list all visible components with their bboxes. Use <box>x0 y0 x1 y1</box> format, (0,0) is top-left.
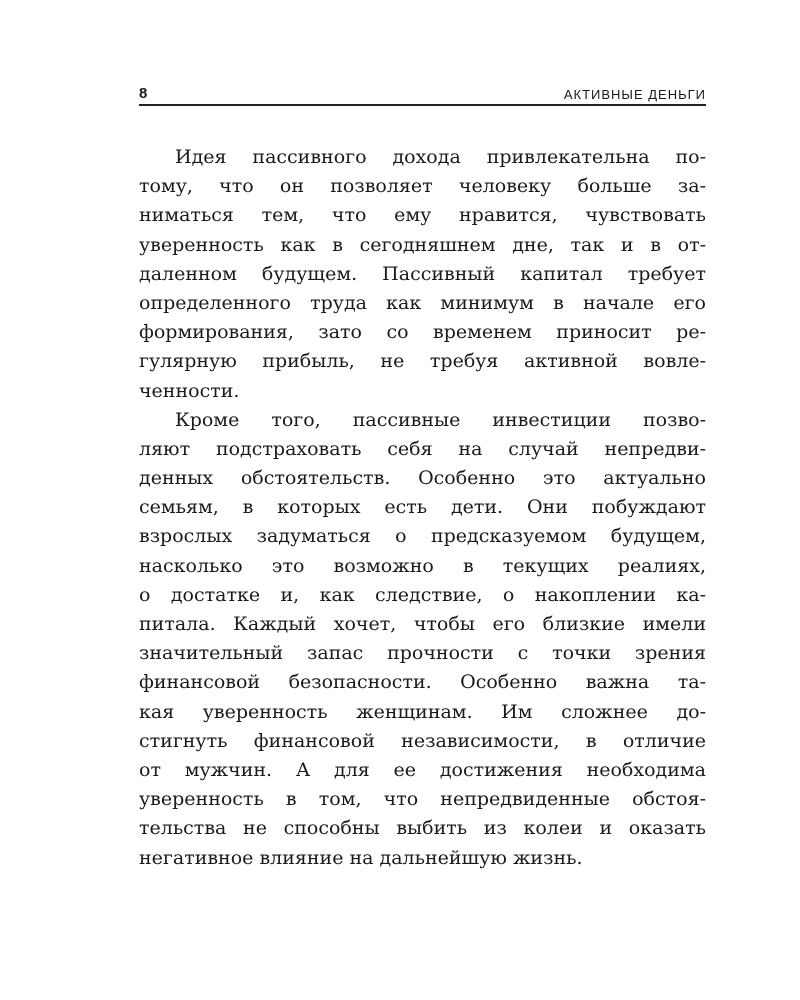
text-line: формирования, зато со временем приносит ре- <box>139 321 706 344</box>
text-line: питала. Каждый хочет, чтобы его близкие имели <box>139 613 706 635</box>
text-line: стигнуть финансовой независимости, в отличие <box>139 729 706 752</box>
text-line: насколько это возможно в текущих реалиях, <box>139 554 706 577</box>
text-line: значительный запас прочности с точки зрения <box>139 642 706 665</box>
text-line: о достатке и, как следствие, о накоплении ка- <box>139 583 706 606</box>
text-line: негативное влияние на дальнейшую жизнь. <box>139 846 583 869</box>
text-line: Идея пассивного дохода привлекательна по- <box>175 146 706 168</box>
text-line: уверенность в том, что непредвиденные обстоя- <box>139 788 706 811</box>
text-line: ниматься тем, что ему нравится, чувствовать <box>139 204 706 227</box>
text-line: семьям, в которых есть дети. Они побуждают <box>139 496 706 519</box>
text-line: тому, что он позволяет человеку больше за- <box>139 175 706 198</box>
text-line: тельства не способны выбить из колеи и оказать <box>139 817 706 840</box>
text-line: определенного труда как минимум в начале его <box>139 291 706 314</box>
text-line: денных обстоятельств. Особенно это актуально <box>139 467 706 490</box>
running-header <box>139 84 706 106</box>
body-text <box>139 143 706 873</box>
book-title: АКТИВНЫЕ ДЕНЬГИ <box>563 87 706 102</box>
text-line: кая уверенность женщинам. Им сложнее до- <box>139 700 706 723</box>
text-line: от мужчин. А для ее достижения необходима <box>139 758 706 781</box>
text-line: ченности. <box>139 379 240 402</box>
text-line: финансовой безопасности. Особенно важна та- <box>139 671 706 694</box>
text-line: уверенность как в сегодняшнем дне, так и в от- <box>139 233 706 256</box>
text-line: Кроме того, пассивные инвестиции позво- <box>175 408 706 431</box>
text-line: гулярную прибыль, не требуя активной вовле- <box>139 350 706 373</box>
text-line: даленном будущем. Пассивный капитал требует <box>139 262 706 285</box>
paragraph-1 <box>139 143 706 406</box>
page-number: 8 <box>139 85 148 102</box>
text-line: ляют подстраховать себя на случай непредви- <box>139 437 706 460</box>
paragraph-2 <box>139 406 706 873</box>
text-line: взрослых задуматься о предсказуемом будущем, <box>139 525 706 548</box>
